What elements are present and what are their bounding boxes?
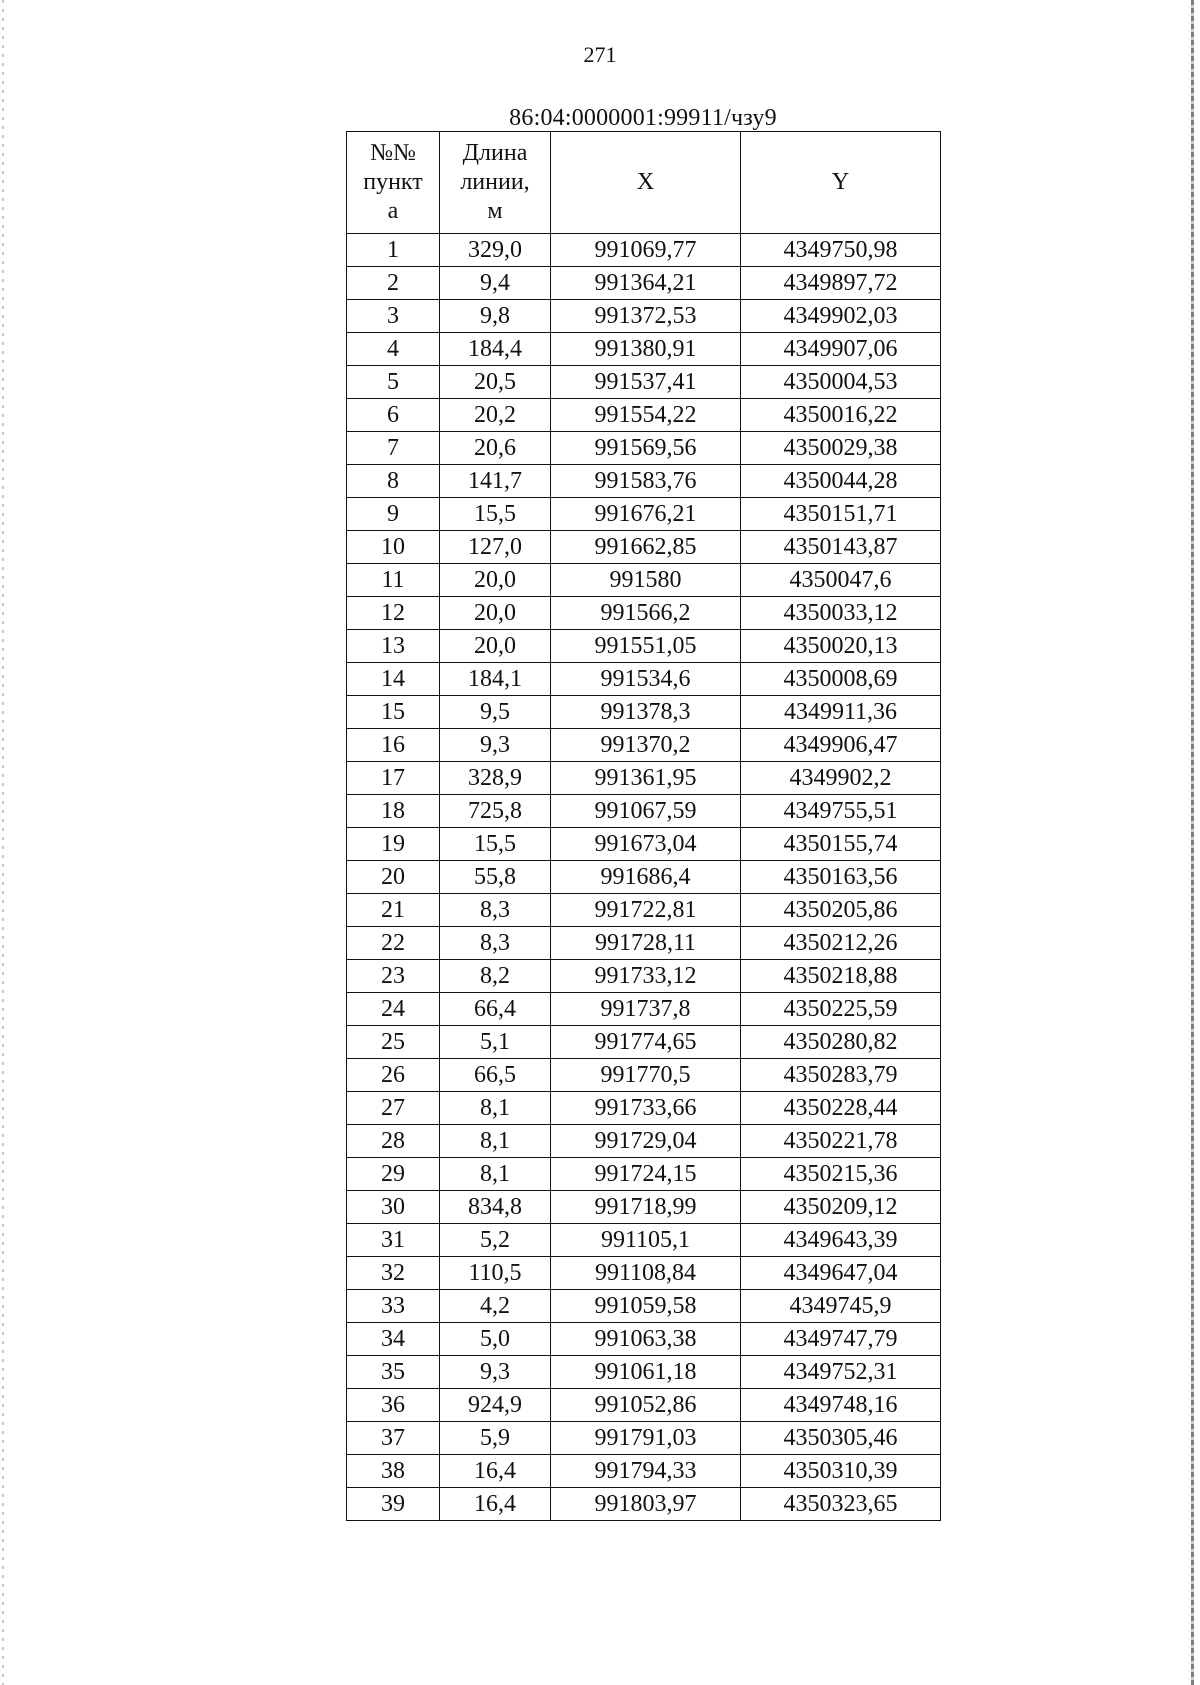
line-length-cell: 66,5	[440, 1059, 551, 1092]
header-length-line-3: м	[487, 198, 503, 224]
x-coordinate-cell: 991566,2	[551, 597, 741, 630]
table-row	[347, 1356, 941, 1389]
table-row	[347, 564, 941, 597]
y-coordinate-cell: 4350283,79	[741, 1059, 941, 1092]
table-row	[347, 1191, 941, 1224]
table-row	[347, 1257, 941, 1290]
line-length-cell: 834,8	[440, 1191, 551, 1224]
y-coordinate-cell: 4350221,78	[741, 1125, 941, 1158]
table-row	[347, 366, 941, 399]
table-row	[347, 399, 941, 432]
point-number-cell: 36	[347, 1389, 440, 1422]
table-row	[347, 894, 941, 927]
line-length-cell: 20,0	[440, 630, 551, 663]
table-header-row	[347, 132, 941, 234]
x-coordinate-cell: 991673,04	[551, 828, 741, 861]
y-coordinate-cell: 4350225,59	[741, 993, 941, 1026]
table-row	[347, 828, 941, 861]
x-coordinate-cell: 991733,12	[551, 960, 741, 993]
point-number-cell: 9	[347, 498, 440, 531]
line-length-cell: 924,9	[440, 1389, 551, 1422]
x-coordinate-cell: 991370,2	[551, 729, 741, 762]
x-coordinate-cell: 991554,22	[551, 399, 741, 432]
y-coordinate-cell: 4350305,46	[741, 1422, 941, 1455]
line-length-cell: 9,4	[440, 267, 551, 300]
table-row	[347, 1323, 941, 1356]
y-coordinate-cell: 4349902,2	[741, 762, 941, 795]
table-row	[347, 498, 941, 531]
page-number: 271	[583, 42, 617, 67]
header-x: X	[551, 132, 741, 234]
y-coordinate-cell: 4350020,13	[741, 630, 941, 663]
header-point-line-3: а	[387, 198, 399, 224]
table-row	[347, 1488, 941, 1521]
line-length-cell: 5,9	[440, 1422, 551, 1455]
x-coordinate-cell: 991059,58	[551, 1290, 741, 1323]
x-coordinate-cell: 991728,11	[551, 927, 741, 960]
x-coordinate-cell: 991380,91	[551, 333, 741, 366]
table-row	[347, 1125, 941, 1158]
y-coordinate-cell: 4350008,69	[741, 663, 941, 696]
y-coordinate-cell: 4350218,88	[741, 960, 941, 993]
line-length-cell: 55,8	[440, 861, 551, 894]
y-coordinate-cell: 4349748,16	[741, 1389, 941, 1422]
line-length-cell: 16,4	[440, 1488, 551, 1521]
x-coordinate-cell: 991361,95	[551, 762, 741, 795]
y-coordinate-cell: 4350155,74	[741, 828, 941, 861]
x-coordinate-cell: 991067,59	[551, 795, 741, 828]
point-number-cell: 3	[347, 300, 440, 333]
point-number-cell: 38	[347, 1455, 440, 1488]
line-length-cell: 8,3	[440, 927, 551, 960]
line-length-cell: 328,9	[440, 762, 551, 795]
y-coordinate-cell: 4350004,53	[741, 366, 941, 399]
y-coordinate-cell: 4349752,31	[741, 1356, 941, 1389]
table-row	[347, 531, 941, 564]
x-coordinate-cell: 991061,18	[551, 1356, 741, 1389]
line-length-cell: 8,1	[440, 1092, 551, 1125]
point-number-cell: 32	[347, 1257, 440, 1290]
table-row	[347, 927, 941, 960]
y-coordinate-cell: 4349902,03	[741, 300, 941, 333]
x-coordinate-cell: 991774,65	[551, 1026, 741, 1059]
x-coordinate-cell: 991724,15	[551, 1158, 741, 1191]
x-coordinate-cell: 991733,66	[551, 1092, 741, 1125]
table-row	[347, 960, 941, 993]
point-number-cell: 30	[347, 1191, 440, 1224]
table-row	[347, 1224, 941, 1257]
header-point-number	[347, 132, 440, 234]
point-number-cell: 34	[347, 1323, 440, 1356]
table-row	[347, 729, 941, 762]
table-row	[347, 861, 941, 894]
y-coordinate-cell: 4349755,51	[741, 795, 941, 828]
point-number-cell: 1	[347, 234, 440, 267]
line-length-cell: 8,1	[440, 1125, 551, 1158]
table-row	[347, 597, 941, 630]
x-coordinate-cell: 991052,86	[551, 1389, 741, 1422]
point-number-cell: 21	[347, 894, 440, 927]
table-row	[347, 333, 941, 366]
point-number-cell: 25	[347, 1026, 440, 1059]
x-coordinate-cell: 991718,99	[551, 1191, 741, 1224]
table-row	[347, 300, 941, 333]
y-coordinate-cell: 4350029,38	[741, 432, 941, 465]
x-coordinate-cell: 991372,53	[551, 300, 741, 333]
line-length-cell: 20,2	[440, 399, 551, 432]
x-coordinate-cell: 991378,3	[551, 696, 741, 729]
table-row	[347, 630, 941, 663]
line-length-cell: 15,5	[440, 828, 551, 861]
table-body	[347, 234, 941, 1521]
line-length-cell: 110,5	[440, 1257, 551, 1290]
line-length-cell: 20,0	[440, 564, 551, 597]
y-coordinate-cell: 4350209,12	[741, 1191, 941, 1224]
line-length-cell: 5,1	[440, 1026, 551, 1059]
x-coordinate-cell: 991364,21	[551, 267, 741, 300]
y-coordinate-cell: 4350215,36	[741, 1158, 941, 1191]
x-coordinate-cell: 991794,33	[551, 1455, 741, 1488]
y-coordinate-cell: 4349647,04	[741, 1257, 941, 1290]
coordinates-table	[346, 131, 941, 1521]
point-number-cell: 19	[347, 828, 440, 861]
line-length-cell: 5,2	[440, 1224, 551, 1257]
x-coordinate-cell: 991791,03	[551, 1422, 741, 1455]
x-coordinate-cell: 991662,85	[551, 531, 741, 564]
point-number-cell: 10	[347, 531, 440, 564]
scan-edge-left	[2, 0, 4, 1685]
table-row	[347, 1389, 941, 1422]
line-length-cell: 20,0	[440, 597, 551, 630]
point-number-cell: 2	[347, 267, 440, 300]
y-coordinate-cell: 4350016,22	[741, 399, 941, 432]
y-coordinate-cell: 4349897,72	[741, 267, 941, 300]
table-row	[347, 1092, 941, 1125]
table-row	[347, 696, 941, 729]
point-number-cell: 29	[347, 1158, 440, 1191]
header-line-length	[440, 132, 551, 234]
line-length-cell: 16,4	[440, 1455, 551, 1488]
y-coordinate-cell: 4349745,9	[741, 1290, 941, 1323]
y-coordinate-cell: 4349911,36	[741, 696, 941, 729]
x-coordinate-cell: 991737,8	[551, 993, 741, 1026]
table-row	[347, 1290, 941, 1323]
point-number-cell: 7	[347, 432, 440, 465]
x-coordinate-cell: 991069,77	[551, 234, 741, 267]
header-point-line-1: №№	[370, 140, 416, 166]
line-length-cell: 9,3	[440, 729, 551, 762]
x-coordinate-cell: 991580	[551, 564, 741, 597]
line-length-cell: 9,8	[440, 300, 551, 333]
line-length-cell: 8,1	[440, 1158, 551, 1191]
table-row	[347, 1422, 941, 1455]
parcel-title: 86:04:0000001:99911/чзу9	[509, 105, 777, 131]
line-length-cell: 141,7	[440, 465, 551, 498]
table-row	[347, 432, 941, 465]
point-number-cell: 39	[347, 1488, 440, 1521]
point-number-cell: 18	[347, 795, 440, 828]
line-length-cell: 15,5	[440, 498, 551, 531]
point-number-cell: 24	[347, 993, 440, 1026]
line-length-cell: 4,2	[440, 1290, 551, 1323]
line-length-cell: 20,5	[440, 366, 551, 399]
line-length-cell: 184,4	[440, 333, 551, 366]
y-coordinate-cell: 4349907,06	[741, 333, 941, 366]
point-number-cell: 22	[347, 927, 440, 960]
line-length-cell: 8,3	[440, 894, 551, 927]
y-coordinate-cell: 4350163,56	[741, 861, 941, 894]
x-coordinate-cell: 991108,84	[551, 1257, 741, 1290]
table-row	[347, 267, 941, 300]
line-length-cell: 329,0	[440, 234, 551, 267]
y-coordinate-cell: 4350228,44	[741, 1092, 941, 1125]
point-number-cell: 11	[347, 564, 440, 597]
y-coordinate-cell: 4350280,82	[741, 1026, 941, 1059]
x-coordinate-cell: 991722,81	[551, 894, 741, 927]
x-coordinate-cell: 991534,6	[551, 663, 741, 696]
x-coordinate-cell: 991676,21	[551, 498, 741, 531]
table-row	[347, 762, 941, 795]
y-coordinate-cell: 4349750,98	[741, 234, 941, 267]
point-number-cell: 12	[347, 597, 440, 630]
y-coordinate-cell: 4350047,6	[741, 564, 941, 597]
point-number-cell: 16	[347, 729, 440, 762]
point-number-cell: 6	[347, 399, 440, 432]
y-coordinate-cell: 4350212,26	[741, 927, 941, 960]
point-number-cell: 35	[347, 1356, 440, 1389]
x-coordinate-cell: 991583,76	[551, 465, 741, 498]
table-row	[347, 993, 941, 1026]
header-length-line-2: линии,	[460, 169, 530, 195]
line-length-cell: 5,0	[440, 1323, 551, 1356]
scan-edge-right	[1191, 0, 1194, 1685]
line-length-cell: 184,1	[440, 663, 551, 696]
point-number-cell: 37	[347, 1422, 440, 1455]
table-row	[347, 1455, 941, 1488]
y-coordinate-cell: 4350151,71	[741, 498, 941, 531]
point-number-cell: 33	[347, 1290, 440, 1323]
table-row	[347, 234, 941, 267]
x-coordinate-cell: 991803,97	[551, 1488, 741, 1521]
y-coordinate-cell: 4350044,28	[741, 465, 941, 498]
x-coordinate-cell: 991063,38	[551, 1323, 741, 1356]
line-length-cell: 66,4	[440, 993, 551, 1026]
point-number-cell: 17	[347, 762, 440, 795]
y-coordinate-cell: 4349747,79	[741, 1323, 941, 1356]
header-point-line-2: пункт	[363, 169, 423, 195]
y-coordinate-cell: 4350033,12	[741, 597, 941, 630]
line-length-cell: 725,8	[440, 795, 551, 828]
y-coordinate-cell: 4349906,47	[741, 729, 941, 762]
y-coordinate-cell: 4350143,87	[741, 531, 941, 564]
point-number-cell: 5	[347, 366, 440, 399]
point-number-cell: 28	[347, 1125, 440, 1158]
point-number-cell: 27	[347, 1092, 440, 1125]
point-number-cell: 26	[347, 1059, 440, 1092]
x-coordinate-cell: 991729,04	[551, 1125, 741, 1158]
table-row	[347, 1026, 941, 1059]
point-number-cell: 14	[347, 663, 440, 696]
table-row	[347, 465, 941, 498]
x-coordinate-cell: 991105,1	[551, 1224, 741, 1257]
table-row	[347, 663, 941, 696]
line-length-cell: 127,0	[440, 531, 551, 564]
table-row	[347, 795, 941, 828]
y-coordinate-cell: 4350205,86	[741, 894, 941, 927]
header-length-line-1: Длина	[462, 140, 528, 166]
y-coordinate-cell: 4349643,39	[741, 1224, 941, 1257]
table-row	[347, 1158, 941, 1191]
point-number-cell: 13	[347, 630, 440, 663]
x-coordinate-cell: 991686,4	[551, 861, 741, 894]
line-length-cell: 8,2	[440, 960, 551, 993]
point-number-cell: 4	[347, 333, 440, 366]
x-coordinate-cell: 991551,05	[551, 630, 741, 663]
point-number-cell: 23	[347, 960, 440, 993]
x-coordinate-cell: 991569,56	[551, 432, 741, 465]
y-coordinate-cell: 4350310,39	[741, 1455, 941, 1488]
point-number-cell: 31	[347, 1224, 440, 1257]
point-number-cell: 15	[347, 696, 440, 729]
line-length-cell: 9,5	[440, 696, 551, 729]
header-y: Y	[741, 132, 941, 234]
table-row	[347, 1059, 941, 1092]
point-number-cell: 20	[347, 861, 440, 894]
point-number-cell: 8	[347, 465, 440, 498]
line-length-cell: 20,6	[440, 432, 551, 465]
x-coordinate-cell: 991537,41	[551, 366, 741, 399]
line-length-cell: 9,3	[440, 1356, 551, 1389]
y-coordinate-cell: 4350323,65	[741, 1488, 941, 1521]
x-coordinate-cell: 991770,5	[551, 1059, 741, 1092]
